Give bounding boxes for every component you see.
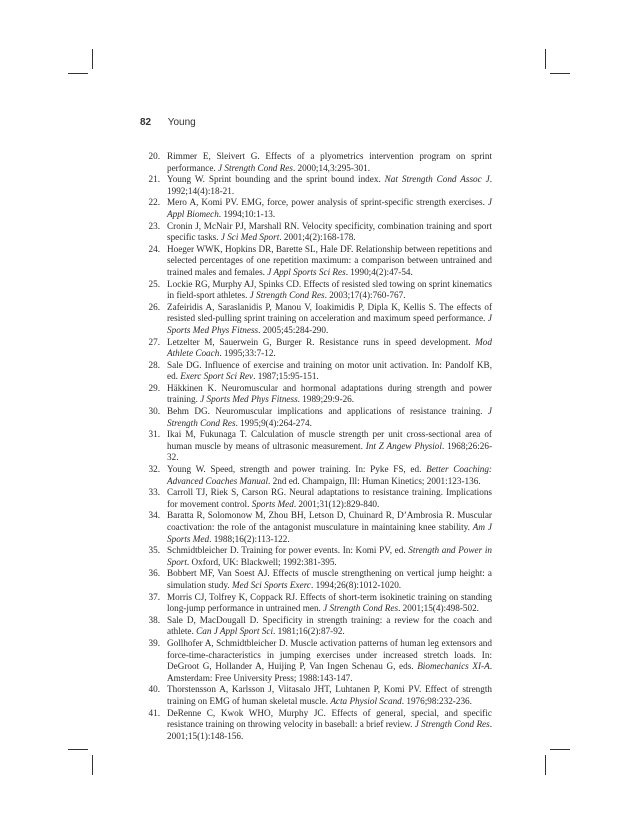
journal-title: Strength and Power in Sport [167,545,492,567]
reference-segment: Zafeiridis A, Saraslanidis P, Manou V, Ioakimidis P, Dipla K, Kellis S. The effects of resisted sled-pulling sprint training on acceleration and maximum speed performance. [167,301,492,324]
reference-item [140,360,492,383]
crop-mark [68,73,88,74]
reference-text [167,151,492,174]
reference-segment: . 2005;45:284-290. [258,324,329,335]
reference-segment: Young W. Speed, strength and power training. In: Pyke FS, ed. [167,464,427,475]
reference-segment: Young W. Sprint bounding and the sprint bound index. [167,174,385,185]
reference-number: 27. [148,336,160,347]
journal-title: Biomechanics XI-A [417,661,490,672]
reference-segment: Schmidtbleicher D. Training for power events. In: Komi PV, ed. [167,545,409,556]
journal-title: Am J Sports Med [167,522,492,544]
reference-segment: . 1994;10:1-13. [218,208,276,219]
reference-segment: DeRenne C, Kwok WHO, Murphy JC. Effects of general, special, and specific resistance training on throwing velocity in baseball: a brief review. [167,707,492,730]
reference-text [167,383,492,406]
reference-number: 31. [148,429,160,440]
reference-segment: Sale DG. Influence of exercise and training on motor unit activation. In: Pandolf KB, ed. [167,359,492,382]
reference-number: 28. [148,359,160,370]
reference-segment: . 1994;26(8):1012-1020. [311,579,402,590]
reference-segment: . 2001;15(1):148-156. [167,719,493,741]
reference-segment: Ikai M, Fukunaga T. Calculation of muscle strength per unit cross-sectional area of human muscle by means of ultrasonic measurement. [167,429,492,451]
reference-segment: Gollhofer A, Schmidtbleicher D. Muscle activation patterns of human leg extensors and force-time-characteristics in jumping exercises under increased stretch loads. In: DeGroot G, Hollander A, Huijing P, Van Ingen Schenau G, eds. [167,637,492,672]
journal-title: J Sports Med Phys Fitness [167,313,492,335]
reference-segment: Bobbert MF, Van Soest AJ. Effects of muscle strengthening on vertical jump height: a simulation study. [167,568,492,590]
reference-number: 34. [148,510,160,521]
reference-segment: Morris CJ, Tolfrey K, Coppack RJ. Effects of short-term isokinetic training on standing long-jump performance in untrained men. [167,591,492,614]
reference-segment: Cronin J, McNair PJ, Marshall RN. Velocity specificity, combination training and sport specific tasks. [167,220,492,243]
reference-segment: Behm DG. Neuromuscular implications and applications of resistance training. [167,406,488,417]
journal-title: Sports Med [251,498,294,509]
reference-number: 30. [148,406,160,417]
reference-item [140,429,492,464]
reference-segment: Baratta R, Solomonow M, Zhou BH, Letson D, Chuinard R, D’Ambrosia R. Muscular coactivation: the role of the antagonist musculature in maintaining knee stability. [167,510,492,532]
reference-number: 36. [148,568,160,579]
crop-mark [550,749,570,750]
crop-mark [545,755,546,775]
reference-text [167,429,492,464]
reference-segment: . 1995;33:7-12. [219,348,276,359]
running-header [140,117,196,128]
reference-segment: Carroll TJ, Riek S, Carson RG. Neural adaptations to resistance training. Implications for movement control. [167,487,492,509]
reference-segment: . 1976;98:232-236. [401,695,472,706]
journal-title: Acta Physiol Scand [330,695,402,706]
reference-number: 41. [148,707,160,718]
reference-text [167,684,492,707]
reference-text [167,615,492,638]
reference-item [140,197,492,220]
reference-text [167,708,492,743]
journal-title: Mod Athlete Coach [167,336,492,359]
reference-text [167,244,492,279]
reference-segment: . 1988;16(2):113-122. [209,533,290,544]
reference-text [167,174,492,197]
reference-number: 21. [148,174,160,185]
journal-title: J Strength Cond Res [249,290,325,301]
reference-text [167,221,492,244]
reference-number: 24. [148,243,160,254]
reference-list [140,151,492,742]
reference-text [167,302,492,337]
reference-number: 40. [148,684,160,695]
journal-title: Nat Strength Cond Assoc J [384,174,490,185]
reference-text [167,638,492,684]
reference-item [140,487,492,510]
reference-segment: Letzelter M, Sauerwein G, Burger R. Resistance runs in speed development. [167,336,476,347]
crop-mark [92,49,93,69]
journal-title: J Strength Cond Res [218,162,293,173]
reference-item [140,302,492,337]
reference-item [140,174,492,197]
reference-segment: Lockie RG, Murphy AJ, Spinks CD. Effects of resisted sled towing on sprint kinematics in field-sport athletes. [167,278,492,301]
reference-segment: . 2nd ed. Champaign, Ill: Human Kinetics; 2001:123-136. [268,475,481,486]
reference-item [140,464,492,487]
reference-segment: Thorstensson A, Karlsson J, Viitasalo JHT, Luhtanen P, Komi PV. Effect of strength training on EMG of human skeletal muscle. [167,684,492,706]
crop-mark [92,755,93,775]
reference-segment: . 2003;17(4):760-767. [324,290,406,301]
reference-segment: . Oxford, UK: Blackwell; 1992:381-395. [186,556,337,567]
journal-title: J Strength Cond Res [167,406,492,428]
reference-item [140,615,492,638]
reference-text [167,360,492,383]
reference-item [140,279,492,302]
reference-item [140,708,492,743]
reference-text [167,279,492,302]
reference-segment: . 1995;9(4):264-274. [235,417,312,428]
reference-item [140,151,492,174]
reference-segment: Häkkinen K. Neuromuscular and hormonal adaptations during strength and power training. [167,382,492,405]
reference-number: 29. [148,382,160,393]
page-number: 82 [140,117,152,128]
journal-title: Med Sci Sports Exerc [232,579,312,590]
journal-title: J Strength Cond Res [414,719,490,730]
reference-number: 37. [148,591,160,602]
reference-segment: . 1981;16(2):87-92. [273,626,345,637]
reference-text [167,487,492,510]
reference-number: 22. [148,197,160,208]
reference-segment: . 1992;14(4):18-21. [167,174,493,196]
reference-item [140,406,492,429]
reference-segment: Rimmer E, Sleivert G. Effects of a plyometrics intervention program on sprint performance. [167,151,492,173]
reference-number: 26. [148,301,160,312]
journal-title: Better Coaching: Advanced Coaches Manual [167,464,492,486]
reference-text [167,545,492,568]
reference-number: 20. [148,151,160,161]
reference-text [167,510,492,545]
reference-segment: . 1989;29:9-26. [297,394,355,405]
reference-number: 39. [148,637,160,648]
reference-text [167,337,492,360]
reference-number: 32. [148,464,160,475]
reference-segment: . 1987;15:95-151. [253,371,319,382]
crop-mark [545,49,546,69]
reference-text [167,464,492,487]
journal-title: J Appl Biomech [167,197,492,219]
reference-item [140,592,492,615]
reference-item [140,684,492,707]
journal-title: J Sports Med Phys Fitness [200,394,298,405]
reference-number: 25. [148,278,160,289]
reference-item [140,545,492,568]
reference-text [167,406,492,429]
reference-item [140,221,492,244]
crop-mark [68,749,88,750]
reference-number: 38. [148,614,160,625]
journal-title: J Strength Cond Res [323,603,399,614]
reference-item [140,244,492,279]
reference-segment: . Amsterdam: Free University Press; 1988:143-147. [167,661,492,683]
journal-title: Int Z Angew Physiol [365,440,442,451]
journal-title: J Sci Med Sport [220,232,280,243]
reference-number: 35. [148,545,160,556]
reference-segment: Hoeger WWK, Hopkins DR, Barette SL, Hale DF. Relationship between repetitions and selected percentages of one repetition maximum: a comparison between untrained and trained males and females. [167,243,492,277]
reference-number: 23. [148,220,160,231]
reference-segment: . 2001;4(2):168-178. [279,232,356,243]
journal-title: Exerc Sport Sci Rev [180,371,254,382]
reference-text [167,592,492,615]
journal-title: J Appl Sports Sci Res [267,266,346,277]
running-title: Young [167,117,196,128]
reference-segment: . 2001;15(4):498-502. [398,603,479,614]
reference-item [140,337,492,360]
reference-segment: Sale D, MacDougall D. Specificity in strength training: a review for the coach and athlete. [167,614,492,637]
reference-item [140,638,492,684]
reference-number: 33. [148,487,160,498]
reference-segment: . 1968;26:26-32. [167,440,493,463]
reference-text [167,568,492,591]
reference-segment: . 2001;31(12):829-840. [293,498,380,509]
journal-title: Can J Appl Sport Sci [196,626,273,637]
crop-mark [550,73,570,74]
reference-segment: . 1990;4(2):47-54. [345,266,413,277]
reference-segment: Mero A, Komi PV. EMG, force, power analysis of sprint-specific strength exercises. [167,197,488,208]
reference-item [140,510,492,545]
reference-item [140,568,492,591]
reference-text [167,197,492,220]
reference-segment: . 2000;14,3:295-301. [292,162,371,173]
reference-item [140,383,492,406]
